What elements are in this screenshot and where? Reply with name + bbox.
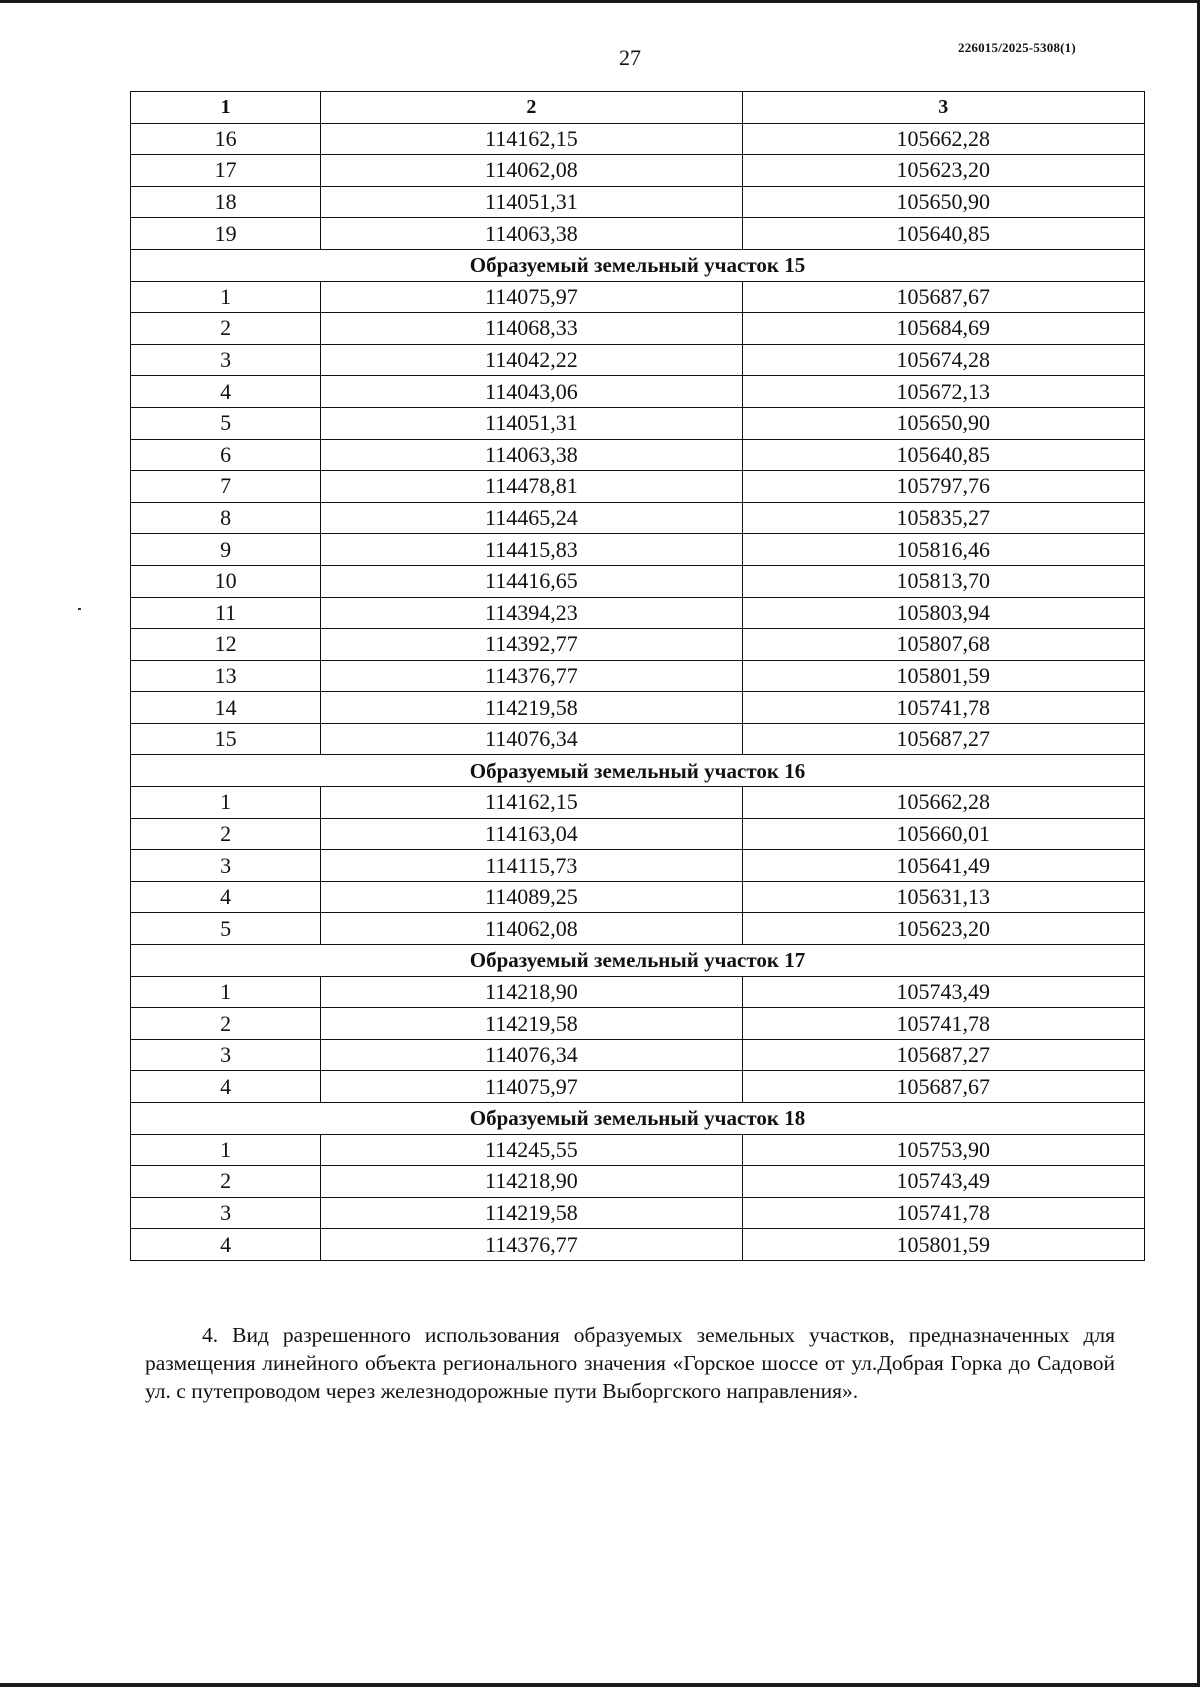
- point-number-cell: 3: [131, 1039, 321, 1071]
- x-coordinate-cell: 114089,25: [321, 881, 742, 913]
- y-coordinate-cell: 105801,59: [742, 660, 1144, 692]
- point-number-cell: 2: [131, 313, 321, 345]
- section-title: Образуемый земельный участок 16: [131, 755, 1145, 787]
- section-row: [131, 1103, 1145, 1135]
- point-number-cell: 10: [131, 565, 321, 597]
- x-coordinate-cell: 114219,58: [321, 1008, 742, 1040]
- point-number-cell: 3: [131, 850, 321, 882]
- point-number-cell: 5: [131, 913, 321, 945]
- y-coordinate-cell: 105674,28: [742, 344, 1144, 376]
- point-number-cell: 1: [131, 1134, 321, 1166]
- table-row: [131, 692, 1145, 724]
- x-coordinate-cell: 114068,33: [321, 313, 742, 345]
- table-row: [131, 123, 1145, 155]
- point-number-cell: 1: [131, 976, 321, 1008]
- y-coordinate-cell: 105801,59: [742, 1229, 1144, 1261]
- x-coordinate-cell: 114075,97: [321, 1071, 742, 1103]
- x-coordinate-cell: 114245,55: [321, 1134, 742, 1166]
- y-coordinate-cell: 105743,49: [742, 976, 1144, 1008]
- point-number-cell: 18: [131, 186, 321, 218]
- coordinates-table: [130, 91, 1145, 1261]
- table-row: [131, 723, 1145, 755]
- table-row: [131, 376, 1145, 408]
- table-row: [131, 344, 1145, 376]
- table-row: [131, 850, 1145, 882]
- y-coordinate-cell: 105640,85: [742, 439, 1144, 471]
- table-row: [131, 471, 1145, 503]
- point-number-cell: 19: [131, 218, 321, 250]
- document-id: 226015/2025-5308(1): [958, 40, 1076, 55]
- table-body: [131, 123, 1145, 1260]
- x-coordinate-cell: 114219,58: [321, 1197, 742, 1229]
- x-coordinate-cell: 114076,34: [321, 723, 742, 755]
- table-row: [131, 818, 1145, 850]
- x-coordinate-cell: 114162,15: [321, 123, 742, 155]
- point-number-cell: 2: [131, 1008, 321, 1040]
- x-coordinate-cell: 114051,31: [321, 407, 742, 439]
- point-number-cell: 13: [131, 660, 321, 692]
- scan-speck: [78, 608, 81, 610]
- table-row: [131, 313, 1145, 345]
- usage-paragraph: 4. Вид разрешенного использования образуемых земельных участков, предназначенных для размещения линейного объекта регионального значения «Горское шоссе от ул.Добрая Горка до Садовой ул. с путепроводом через железнодорожные пути Выборгского направления».: [145, 1323, 1115, 1403]
- x-coordinate-cell: 114075,97: [321, 281, 742, 313]
- x-coordinate-cell: 114042,22: [321, 344, 742, 376]
- table-row: [131, 407, 1145, 439]
- point-number-cell: 12: [131, 629, 321, 661]
- y-coordinate-cell: 105660,01: [742, 818, 1144, 850]
- point-number-cell: 4: [131, 376, 321, 408]
- section-row: [131, 249, 1145, 281]
- y-coordinate-cell: 105687,27: [742, 1039, 1144, 1071]
- table-row: [131, 439, 1145, 471]
- point-number-cell: 3: [131, 1197, 321, 1229]
- x-coordinate-cell: 114478,81: [321, 471, 742, 503]
- table-row: [131, 1134, 1145, 1166]
- y-coordinate-cell: 105813,70: [742, 565, 1144, 597]
- x-coordinate-cell: 114115,73: [321, 850, 742, 882]
- table-header-row: [131, 92, 1145, 124]
- point-number-cell: 7: [131, 471, 321, 503]
- header-cell-y: 3: [742, 92, 1144, 124]
- table-row: [131, 913, 1145, 945]
- y-coordinate-cell: 105816,46: [742, 534, 1144, 566]
- point-number-cell: 2: [131, 1166, 321, 1198]
- y-coordinate-cell: 105631,13: [742, 881, 1144, 913]
- x-coordinate-cell: 114415,83: [321, 534, 742, 566]
- x-coordinate-cell: 114465,24: [321, 502, 742, 534]
- y-coordinate-cell: 105662,28: [742, 123, 1144, 155]
- table-row: [131, 1071, 1145, 1103]
- y-coordinate-cell: 105741,78: [742, 1197, 1144, 1229]
- point-number-cell: 11: [131, 597, 321, 629]
- y-coordinate-cell: 105623,20: [742, 155, 1144, 187]
- point-number-cell: 2: [131, 818, 321, 850]
- table-row: [131, 881, 1145, 913]
- table-row: [131, 1166, 1145, 1198]
- point-number-cell: 5: [131, 407, 321, 439]
- table-row: [131, 565, 1145, 597]
- x-coordinate-cell: 114063,38: [321, 439, 742, 471]
- y-coordinate-cell: 105803,94: [742, 597, 1144, 629]
- point-number-cell: 4: [131, 1071, 321, 1103]
- x-coordinate-cell: 114062,08: [321, 155, 742, 187]
- y-coordinate-cell: 105662,28: [742, 787, 1144, 819]
- x-coordinate-cell: 114394,23: [321, 597, 742, 629]
- y-coordinate-cell: 105741,78: [742, 692, 1144, 724]
- table-row: [131, 1039, 1145, 1071]
- x-coordinate-cell: 114218,90: [321, 976, 742, 1008]
- x-coordinate-cell: 114163,04: [321, 818, 742, 850]
- x-coordinate-cell: 114076,34: [321, 1039, 742, 1071]
- y-coordinate-cell: 105623,20: [742, 913, 1144, 945]
- header-cell-point: 1: [131, 92, 321, 124]
- x-coordinate-cell: 114062,08: [321, 913, 742, 945]
- point-number-cell: 8: [131, 502, 321, 534]
- table-row: [131, 218, 1145, 250]
- scan-edge-bottom: [0, 1683, 1200, 1687]
- table-row: [131, 1197, 1145, 1229]
- x-coordinate-cell: 114416,65: [321, 565, 742, 597]
- y-coordinate-cell: 105684,69: [742, 313, 1144, 345]
- y-coordinate-cell: 105741,78: [742, 1008, 1144, 1040]
- page-number: 27: [619, 45, 641, 70]
- y-coordinate-cell: 105835,27: [742, 502, 1144, 534]
- point-number-cell: 16: [131, 123, 321, 155]
- header-cell-x: 2: [321, 92, 742, 124]
- y-coordinate-cell: 105650,90: [742, 186, 1144, 218]
- y-coordinate-cell: 105640,85: [742, 218, 1144, 250]
- section-title: Образуемый земельный участок 18: [131, 1103, 1145, 1135]
- x-coordinate-cell: 114162,15: [321, 787, 742, 819]
- table-row: [131, 597, 1145, 629]
- x-coordinate-cell: 114051,31: [321, 186, 742, 218]
- point-number-cell: 14: [131, 692, 321, 724]
- x-coordinate-cell: 114043,06: [321, 376, 742, 408]
- x-coordinate-cell: 114376,77: [321, 660, 742, 692]
- x-coordinate-cell: 114376,77: [321, 1229, 742, 1261]
- scan-edge-top: [0, 0, 1200, 3]
- section-row: [131, 755, 1145, 787]
- point-number-cell: 6: [131, 439, 321, 471]
- y-coordinate-cell: 105743,49: [742, 1166, 1144, 1198]
- y-coordinate-cell: 105672,13: [742, 376, 1144, 408]
- y-coordinate-cell: 105641,49: [742, 850, 1144, 882]
- point-number-cell: 1: [131, 787, 321, 819]
- x-coordinate-cell: 114218,90: [321, 1166, 742, 1198]
- x-coordinate-cell: 114219,58: [321, 692, 742, 724]
- table-row: [131, 281, 1145, 313]
- table-row: [131, 660, 1145, 692]
- y-coordinate-cell: 105687,67: [742, 1071, 1144, 1103]
- point-number-cell: 17: [131, 155, 321, 187]
- table-row: [131, 629, 1145, 661]
- table-row: [131, 976, 1145, 1008]
- table-row: [131, 1229, 1145, 1261]
- x-coordinate-cell: 114063,38: [321, 218, 742, 250]
- y-coordinate-cell: 105753,90: [742, 1134, 1144, 1166]
- table-row: [131, 186, 1145, 218]
- table-row: [131, 155, 1145, 187]
- table-row: [131, 534, 1145, 566]
- point-number-cell: 9: [131, 534, 321, 566]
- point-number-cell: 1: [131, 281, 321, 313]
- x-coordinate-cell: 114392,77: [321, 629, 742, 661]
- section-title: Образуемый земельный участок 15: [131, 249, 1145, 281]
- y-coordinate-cell: 105797,76: [742, 471, 1144, 503]
- point-number-cell: 4: [131, 1229, 321, 1261]
- point-number-cell: 4: [131, 881, 321, 913]
- y-coordinate-cell: 105687,67: [742, 281, 1144, 313]
- y-coordinate-cell: 105650,90: [742, 407, 1144, 439]
- section-row: [131, 945, 1145, 977]
- section-title: Образуемый земельный участок 17: [131, 945, 1145, 977]
- point-number-cell: 3: [131, 344, 321, 376]
- table-row: [131, 787, 1145, 819]
- table-row: [131, 1008, 1145, 1040]
- y-coordinate-cell: 105687,27: [742, 723, 1144, 755]
- table-row: [131, 502, 1145, 534]
- point-number-cell: 15: [131, 723, 321, 755]
- y-coordinate-cell: 105807,68: [742, 629, 1144, 661]
